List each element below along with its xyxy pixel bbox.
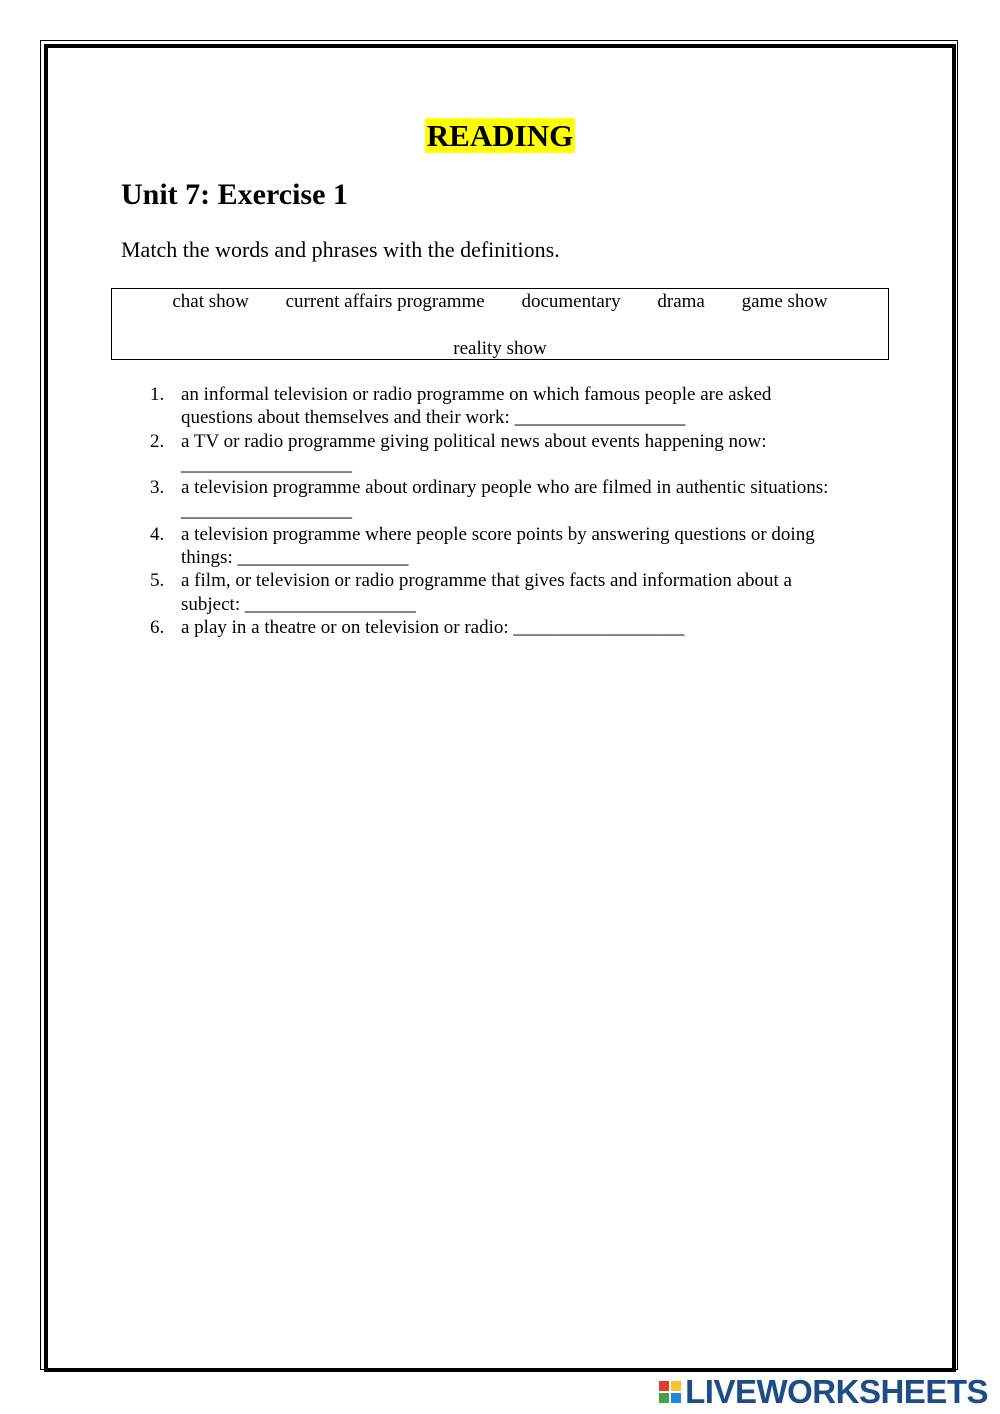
unit-heading: Unit 7: Exercise 1 [121,178,348,211]
logo-text: LIVEWORKSHEETS [685,1373,988,1410]
definition-list [150,383,880,639]
item-number: 4. [150,523,165,545]
word-bank-item: documentary [521,291,621,312]
definition-item [150,616,880,639]
title-text: READING [426,118,574,153]
item-answer-line[interactable]: __________________ [181,500,352,522]
item-answer-line[interactable]: __________________ [181,453,352,475]
item-text-line: a film, or television or radio programme that gives facts and information about a [181,570,792,592]
instruction-text: Match the words and phrases with the definitions. [121,237,560,262]
word-bank-item: drama [657,291,705,312]
definition-item [150,476,880,523]
logo-square [659,1381,669,1391]
item-number: 1. [150,384,165,405]
item-answer-line[interactable]: things: __________________ [181,547,409,569]
item-text-line: an informal television or radio programme on which famous people are asked [181,384,772,405]
definition-item [150,430,880,477]
logo-square [659,1393,669,1403]
definition-item [150,569,880,616]
definition-item [150,523,880,570]
word-bank-item: game show [741,291,828,312]
word-bank-item: chat show [172,291,249,312]
word-bank-box [111,288,889,360]
item-number: 6. [150,616,165,638]
item-number: 2. [150,430,165,452]
logo-square [671,1393,681,1403]
item-answer-line[interactable]: subject: __________________ [181,593,416,615]
definition-item [150,383,880,430]
item-number: 5. [150,570,165,592]
item-text-line-with-answer[interactable]: a play in a theatre or on television or radio: __________________ [181,616,685,638]
word-bank-item: reality show [453,338,547,359]
item-number: 3. [150,477,165,499]
word-bank-row-1 [112,291,888,313]
item-answer-line[interactable]: questions about themselves and their work: __________________ [181,407,686,429]
word-bank-item: current affairs programme [285,291,485,312]
logo-square [671,1381,681,1391]
item-text-line: a TV or radio programme giving political news about events happening now: [181,430,767,452]
worksheet-title [0,118,1000,154]
item-text-line: a television programme where people score points by answering questions or doing [181,523,815,545]
item-text-line: a television programme about ordinary people who are filmed in authentic situations: [181,477,829,499]
logo-squares-icon [659,1381,681,1403]
word-bank-row-2 [112,338,888,360]
liveworksheets-logo [659,1372,988,1412]
